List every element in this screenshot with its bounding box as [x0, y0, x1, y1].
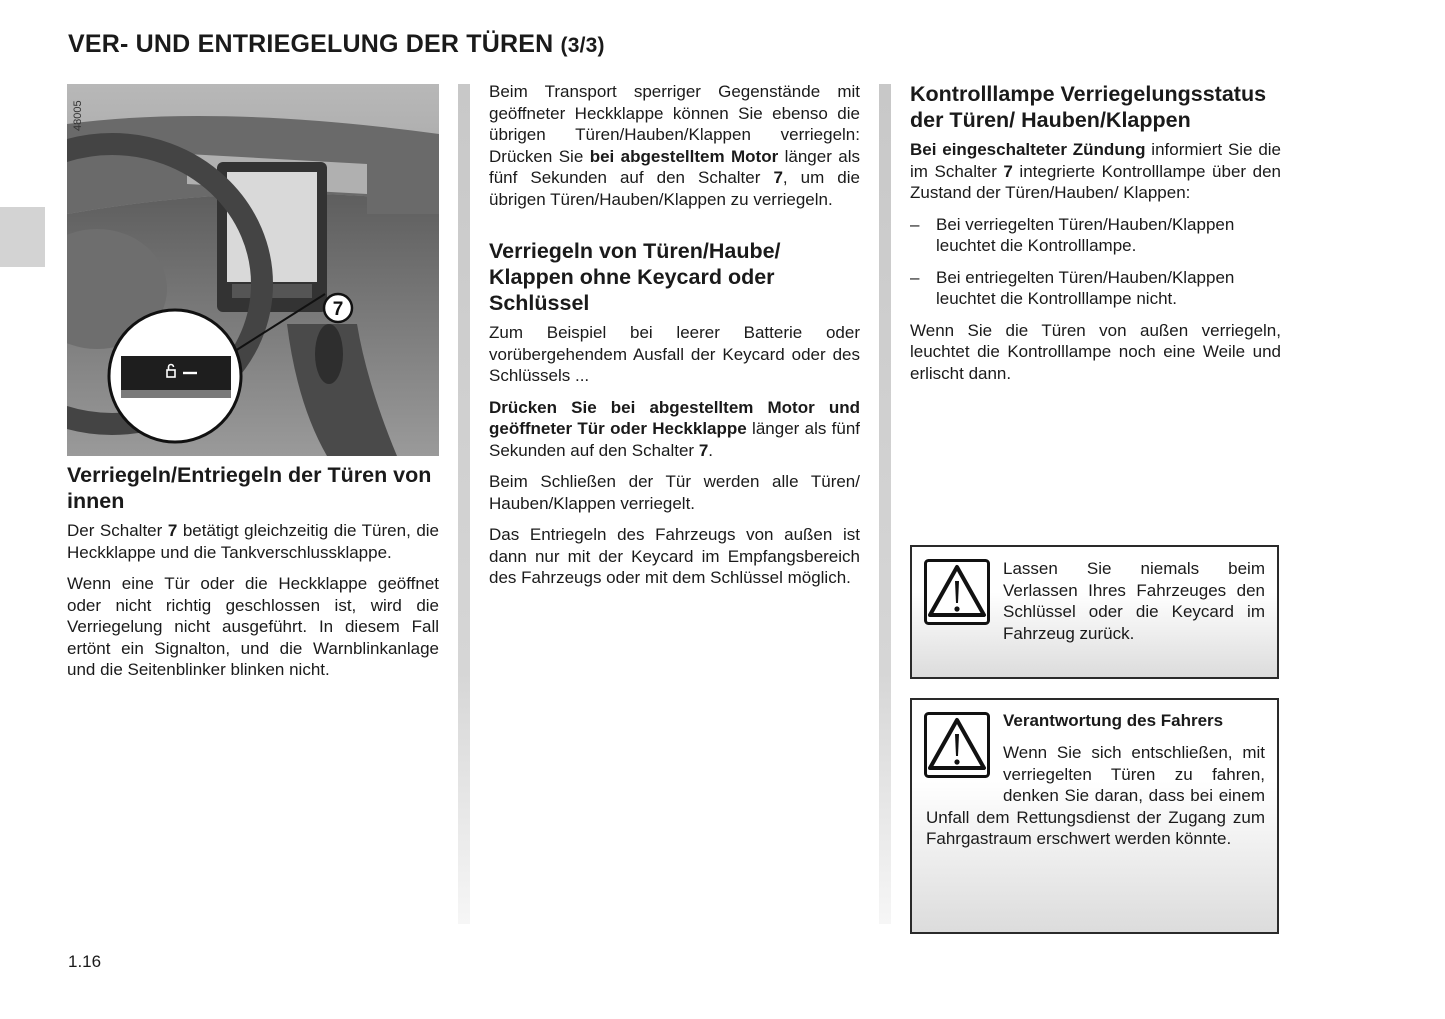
dashboard-drawing: [67, 84, 439, 456]
warning-box-keycard: [910, 545, 1279, 679]
page-title: [68, 30, 605, 59]
warning-text: Lassen Sie niemals beim Verlassen Ihres Fahrzeuges den Schlüssel oder die Keycard im Fahrzeug zurück.: [1003, 559, 1265, 643]
column-divider-1: [458, 84, 470, 924]
dashboard-illustration: [67, 84, 439, 456]
section-heading-indicator: Kontrolllampe Verriegelungsstatus der Türen/ Hauben/Klappen: [910, 82, 1267, 132]
column-3: [910, 81, 1281, 394]
paragraph: Zum Beispiel bei leerer Batterie oder vorübergehendem Ausfall der Keycard oder des Schlüssels ...: [489, 323, 860, 385]
page-number: 1.16: [68, 952, 102, 971]
warning-triangle-icon: [924, 559, 990, 625]
paragraph: Das Entriegeln des Fahrzeugs von außen ist dann nur mit der Keycard im Empfangsbereich des Fahrzeugs oder mit dem Schlüssel möglich.: [489, 525, 860, 587]
paragraph: Der Schalter 7 betätigt gleichzeitig die Türen, die Heckklappe und die Tankverschlussklappe.: [67, 521, 440, 562]
paragraph: Beim Schließen der Tür werden alle Türen/ Hauben/Klappen verriegelt.: [489, 472, 860, 513]
warning-body: [926, 742, 1265, 850]
warning-box-driver-responsibility: [910, 698, 1279, 934]
title-text: VER- UND ENTRIEGELUNG DER TÜREN: [68, 30, 554, 58]
column-1: [67, 462, 439, 691]
side-tab: [0, 207, 45, 267]
paragraph: Bei eingeschalteter Zündung informiert Sie die im Schalter 7 integrierte Kontrolllampe über den Zustand der Türen/Hauben/ Klappen:: [910, 140, 1282, 202]
list-item: – Bei entriegelten Türen/Hauben/Klappen leuchtet die Kontrolllampe nicht.: [910, 267, 1235, 308]
paragraph: Drücken Sie bei abgestelltem Motor und geöffneter Tür oder Heckklappe länger als fünf Sekunden auf den Schalter 7.: [489, 397, 860, 460]
warning-text: Wenn Sie sich entschließen, mit verriegelten Türen zu fahren, denken Sie daran, dass bei einem Unfall dem Rettungsdienst der Zugang zum Fahrgastraum erschwert werden könnte.: [926, 743, 1265, 848]
callout-number: 7: [332, 299, 344, 320]
paragraph: Beim Transport sperriger Gegenstände mit geöffneter Heckklappe können Sie ebenso die übrigen Türen/Hauben/Klappen verriegeln: Drücken Sie bei abgestelltem Motor länger als fünf Sekunden auf den Schalter 7, um die übrigen Türen/Hauben/Klappen zu verriegeln.: [489, 82, 861, 209]
list-item: – Bei verriegelten Türen/Hauben/Klappen leuchtet die Kontrolllampe.: [910, 214, 1235, 255]
paragraph: Wenn eine Tür oder die Heckklappe geöffnet oder nicht richtig geschlossen ist, wird die Verriegelung nicht ausgeführt. In diesem Fall ertönt ein Signalton, und die Warnblinkanlage und die Seitenblinker blinken nicht.: [67, 574, 439, 679]
figure-code-text: 48005: [72, 100, 84, 131]
section-heading-inside: Verriegeln/Entriegeln der Türen von innen: [67, 463, 432, 513]
title-part: (3/3): [560, 34, 605, 57]
column-divider-2: [879, 84, 891, 924]
warning-heading: Verantwortung des Fahrers: [1003, 711, 1224, 730]
figure-code: [68, 92, 86, 132]
paragraph: Wenn Sie die Türen von außen verriegeln, leuchtet die Kontrolllampe noch eine Weile und erlischt dann.: [910, 320, 1281, 383]
column-2: [489, 81, 860, 599]
section-heading-without-keycard: Verriegeln von Türen/Haube/ Klappen ohne Keycard oder Schlüssel: [489, 239, 781, 315]
